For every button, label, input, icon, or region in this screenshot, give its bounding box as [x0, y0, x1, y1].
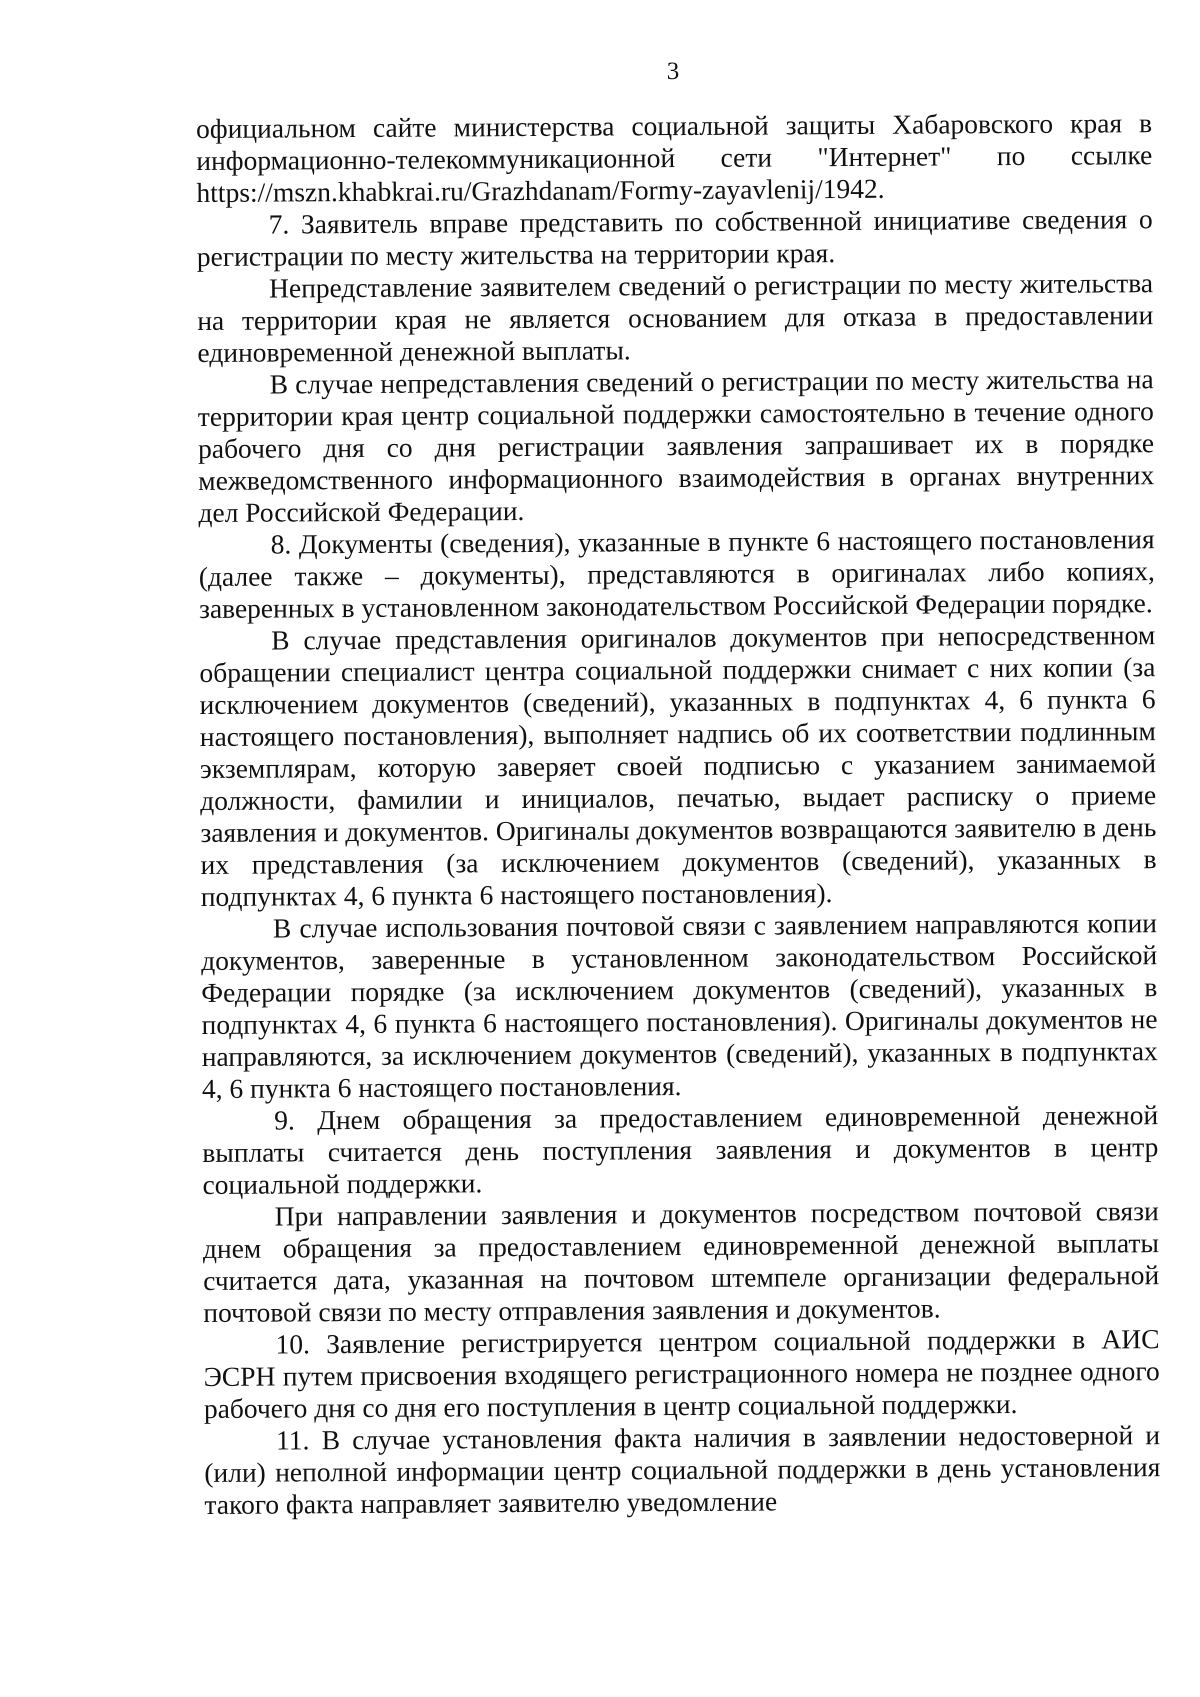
paragraph-item-7: 7. Заявитель вправе представить по собственной инициативе сведения о регистрации по месту жительства на территории края. — [196, 203, 1153, 272]
paragraph-continuation-website: официальном сайте министерства социальной защиты Хабаровского края в информационно-телекоммуникационной сети "Интернет" по ссылке https://mszn.khabkrai.ru/Grazhdanam/Formy-zayavlenij/1942. — [196, 107, 1153, 208]
document-body — [196, 107, 1161, 1521]
paragraph-interagency-request: В случае непредставления сведений о регистрации по месту жительства на территории края центр социальной поддержки самостоятельно в течение одного рабочего дня со дня регистрации заявления запрашивает их в порядке межведомственного информационного взаимодействия в органах внутренних дел Российской Федерации. — [197, 363, 1155, 528]
paragraph-nonsubmission: Непредставление заявителем сведений о регистрации по месту жительства на территории края не является основанием для отказа в предоставлении единовременной денежной выплаты. — [197, 267, 1154, 368]
paragraph-item-11: 11. В случае установления факта наличия в заявлении недостоверной и (или) неполной информации центр социальной поддержки в день установления такого факта направляет заявителю уведомление — [204, 1419, 1161, 1520]
page-number: 3 — [666, 58, 680, 85]
paragraph-postal: В случае использования почтовой связи с заявлением направляются копии документов, заверенные в установленном законодательством Российской Федерации порядке (за исключением документов (сведений), указанных в подпунктах 4, 6 пункта 6 настоящего постановления). Оригиналы документов не направляются, за исключением документов (сведений), указанных в подпунктах 4, 6 пункта 6 настоящего постановления. — [201, 907, 1158, 1104]
paragraph-item-10: 10. Заявление регистрируется центром социальной поддержки в АИС ЭСРН путем присвоения входящего регистрационного номера не позднее одного рабочего дня со дня его поступления в центр социальной поддержки. — [203, 1323, 1160, 1424]
paragraph-item-9: 9. Днем обращения за предоставлением единовременной денежной выплаты считается день поступления заявления и документов в центр социальной поддержки. — [202, 1099, 1159, 1200]
paragraph-item-8: 8. Документы (сведения), указанные в пункте 6 настоящего постановления (далее также – документы), представляются в оригиналах либо копиях, заверенных в установленном законодательством Российской Федерации порядке. — [198, 523, 1155, 624]
paragraph-postal-date: При направлении заявления и документов посредством почтовой связи днем обращения за предоставлением единовременной денежной выплаты считается дата, указанная на почтовом штемпеле организации федеральной почтовой связи по месту отправления заявления и документов. — [202, 1195, 1160, 1328]
paragraph-originals: В случае представления оригиналов документов при непосредственном обращении специалист центра социальной поддержки снимает с них копии (за исключением документов (сведений), указанных в подпунктах 4, 6 пункта 6 настоящего постановления), выполняет надпись об их соответствии подлинным экземплярам, которую заверяет своей подписью с указанием занимаемой должности, фамилии и инициалов, печатью, выдает расписку о приеме заявления и документов. Оригиналы документов возвращаются заявителю в день их представления (за исключением документов (сведений), указанных в подпунктах 4, 6 пункта 6 настоящего постановления). — [199, 619, 1157, 912]
